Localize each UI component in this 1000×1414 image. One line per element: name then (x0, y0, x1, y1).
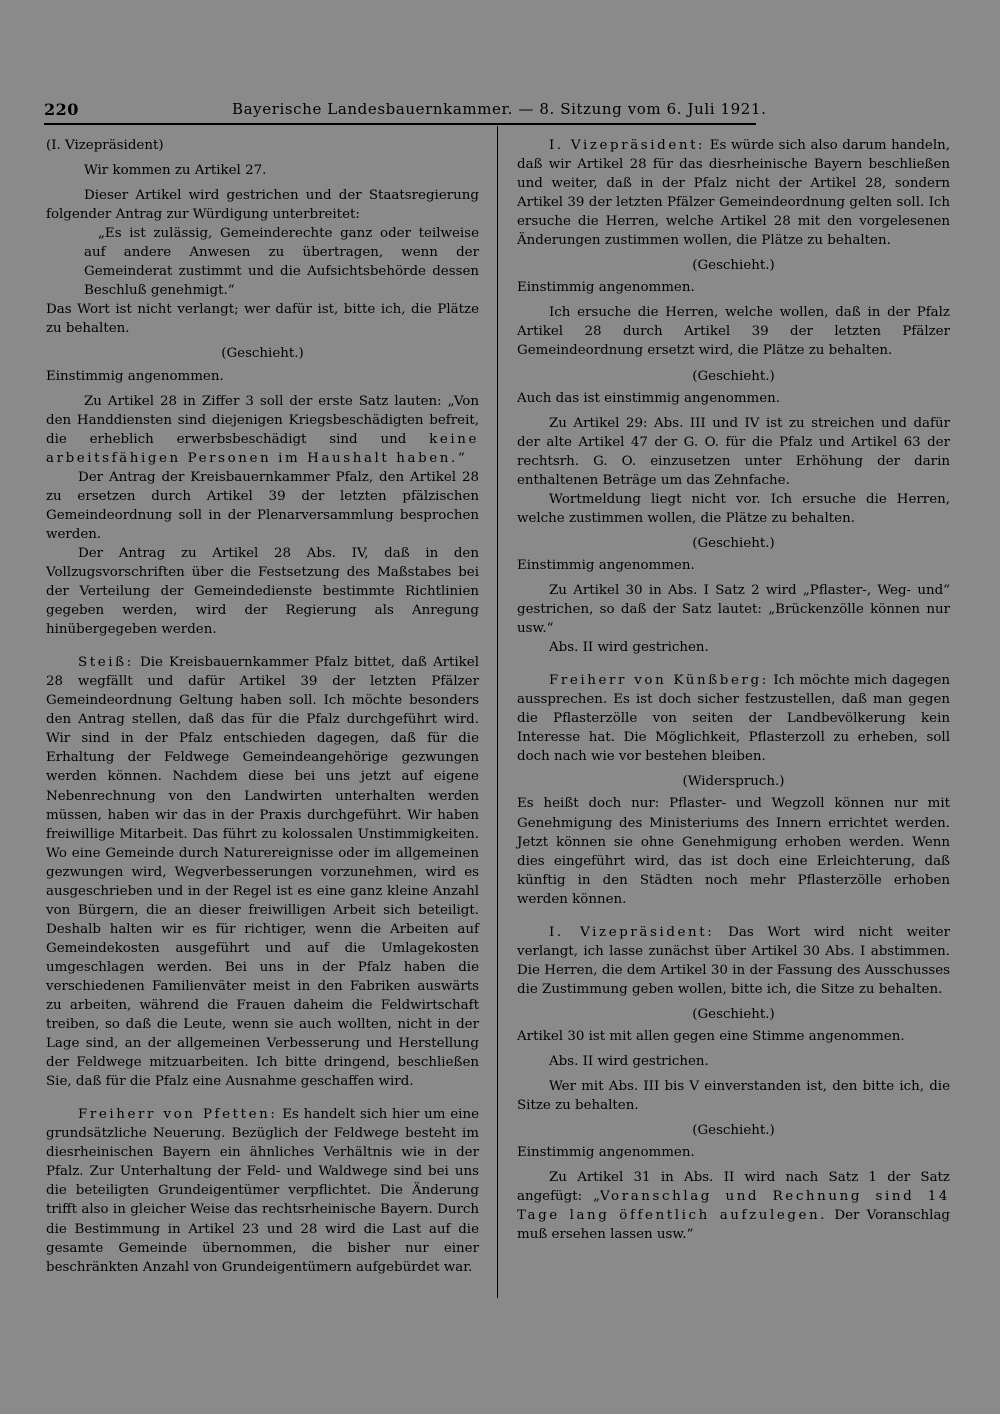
speech (46, 653, 479, 1091)
spaced-text: keine arbeitsfähigen Personen im Haushalt haben. (46, 431, 479, 466)
paragraph: Wortmeldung liegt nicht vor. Ich ersuche die Herren, welche zustimmen wollen, die Plätze zu behalten. (517, 491, 950, 526)
paragraph: Einstimmig angenommen. (517, 557, 695, 573)
paragraph: Es heißt doch nur: Pflaster- und Wegzoll können nur mit Genehmigung des Ministeriums des Innern errichtet werden. Jetzt können sie ohne Genehmigung erhoben werden. Wenn dies eingeführt wird, das ist doch eine Erleichterung, daß künftig in den Städten noch mehr Pflasterzölle erhoben werden können. (517, 796, 950, 907)
speech-text: Es handelt sich hier um eine grundsätzliche Neuerung. Bezüglich der Feldwege besteht im diesrheinischen Bayern ein ähnliches Verhältnis wie in der Pfalz. Zur Unterhaltung der Feld- und Waldwege sind bei uns die beteiligten Grundeigentümer verpflichtet. Die Änderung trifft also in gleicher Weise das rechtsrheinische Bayern. Durch die Bestimmung in Artikel 23 und 28 wird die Last auf die gesamte Gemeinde übernommen, die bisher nur einer beschränkten Anzahl von Grundeigentümern aufgebürdet war. (46, 1107, 479, 1275)
speech-text: Es würde sich also darum handeln, daß wir Artikel 28 für das diesrheinische Bayern beschließen und weiter, daß in der Pfalz nicht der Artikel 28, sondern Artikel 39 der letzten Pfälzer Gemeindeordnung gelten soll. Ich ersuche die Herren, welche Artikel 28 mit den vorgelesenen Änderungen zustimmen wollen, die Plätze zu behalten. (517, 138, 950, 249)
stage-note: (Geschieht.) (692, 368, 775, 384)
page-number: 220 (44, 100, 79, 119)
header-rule (44, 123, 756, 125)
speaker-name: Freiherr von Künßberg: (549, 673, 769, 689)
paragraph: Das Wort ist nicht verlangt; wer dafür ist, bitte ich, die Plätze zu behalten. (46, 302, 479, 337)
paragraph (517, 1168, 950, 1244)
paragraph: Abs. II wird gestrichen. (549, 640, 709, 656)
text: Zu Artikel 28 in Ziffer 3 soll der erste Satz lauten: „Von den Handdiensten sind diejenigen Kriegsbeschädigten befreit, die erheblich erwerbsbeschädigt sind und (46, 393, 479, 447)
paragraph: Der Antrag der Kreisbauernkammer Pfalz, den Artikel 28 zu ersetzen durch Artikel 39 der letzten pfälzischen Gemeindeordnung soll in der Plenarversammlung besprochen werden. (46, 469, 479, 542)
stage-note: (Geschieht.) (692, 535, 775, 551)
paragraph: Einstimmig angenommen. (517, 280, 695, 296)
stage-note: (Geschieht.) (692, 1006, 775, 1022)
text: “ (457, 450, 465, 466)
paragraph (46, 392, 479, 468)
paragraph: Abs. II wird gestrichen. (549, 1054, 709, 1070)
speech-text: Ich möchte mich dagegen aussprechen. Es ist doch sicher festzustellen, daß man gegen die Pflasterzölle von seiten der Landbevölkerung kein Interesse hat. Die Möglichkeit, Pflasterzoll zu erheben, soll doch nach wie vor bestehen bleiben. (517, 673, 950, 765)
speaker-name: Steiß: (78, 655, 134, 671)
page-header (44, 100, 767, 122)
speech (517, 671, 950, 766)
speech (517, 136, 950, 250)
speaker-name: I. Vizepräsident: (549, 138, 706, 153)
paragraph: Einstimmig angenommen. (46, 368, 224, 384)
stage-note: (Geschieht.) (692, 1123, 775, 1139)
paragraph: Ich ersuche die Herren, welche wollen, daß in der Pfalz Artikel 28 durch Artikel 39 der letzten Pfälzer Gemeindeordnung ersetzt wird, die Plätze zu behalten. (517, 305, 950, 359)
right-column (517, 136, 950, 1244)
paragraph: Zu Artikel 29: Abs. III und IV ist zu streichen und dafür der alte Artikel 47 der G. O. für die Pfalz und Artikel 63 der rechtsrh. G. O. einzusetzen unter Erhöhung der darin enthaltenen Beträge um das Zehnfache. (517, 415, 950, 488)
speaker-continuation: (I. Vizepräsident) (46, 138, 164, 153)
stage-note: (Geschieht.) (692, 258, 775, 274)
paragraph: Wer mit Abs. III bis V einverstanden ist, den bitte ich, die Sitze zu behalten. (517, 1079, 950, 1114)
paragraph: Wir kommen zu Artikel 27. (84, 163, 267, 179)
speech-text: Die Kreisbauernkammer Pfalz bittet, daß Artikel 28 wegfällt und dafür Artikel 39 der letzten Pfälzer Gemeindeordnung Geltung haben soll. Ich möchte besonders den Antrag stellen, daß das für die Pfalz durchgeführt wird. Wir sind in der Pfalz entschieden dagegen, daß für die Erhaltung der Feldwege Gemeindeangehörige gezwungen werden können. Nachdem diese bei uns jetzt auf eigene Nebenrechnung von den Landwirten unterhalten werden müssen, haben wir das in der Praxis durchgeführt. Wir haben freiwillige Mitarbeit. Das führt zu kolossalen Unstimmigkeiten. Wo eine Gemeinde durch Naturereignisse oder im allgemeinen gezwungen wird, Wegverbesserungen vorzunehmen, wird es ausgeschrieben und in der Regel ist es eine ganz kleine Anzahl von Bürgern, die an dieser freiwilligen Arbeit sich beteiligt. Deshalb halten wir es für richtiger, wenn die Arbeiten auf Gemeindekosten ausgeführt und auf die Umlagekosten umgeschlagen werden. Bei uns in der Pfalz haben die verschiedenen Familienväter meist in den Fabriken auswärts zu arbeiten, während die Frauen daheim die Feldwirtschaft treiben, so daß die Leute, wenn sie auch wollten, nicht in der Lage sind, an der allgemeinen Verbesserung und Herstellung der Feldwege mitzuarbeiten. Ich bitte dringend, beschließen Sie, daß für die Pfalz eine Ausnahme geschaffen wird. (46, 655, 479, 1090)
speech (517, 923, 950, 999)
paragraph: Artikel 30 ist mit allen gegen eine Stimme angenommen. (517, 1028, 905, 1044)
spaced-text: Voranschlag und Rechnung sind 14 Tage lang öffentlich aufzulegen. (517, 1189, 951, 1224)
stage-note: (Geschieht.) (221, 346, 304, 362)
text: Zu Artikel 31 in Abs. II wird nach Satz 1 der Satz angefügt: „ (517, 1170, 950, 1205)
speech-text: Das Wort wird nicht weiter verlangt, ich lasse zunächst über Artikel 30 Abs. I abstimmen. Die Herren, die dem Artikel 30 in der Fassung des Ausschusses die Zustimmung geben wollen, bitte ich, die Sitze zu behalten. (517, 924, 950, 997)
speaker-name: I. Vizepräsident: (549, 924, 715, 940)
paragraph: Zu Artikel 30 in Abs. I Satz 2 wird „Pflaster-, Weg- und“ gestrichen, so daß der Satz lautet: „Brückenzölle können nur usw.“ (517, 582, 950, 637)
text: Der Voranschlag muß ersehen lassen usw.“ (517, 1208, 950, 1243)
stage-note: (Widerspruch.) (682, 774, 785, 790)
paragraph: Auch das ist einstimmig angenommen. (517, 390, 781, 406)
speaker-name: Freiherr von Pfetten: (78, 1107, 278, 1123)
paragraph: Der Antrag zu Artikel 28 Abs. IV, daß in den Vollzugsvorschriften über die Festsetzung des Maßstabes bei der Verteilung der Gemeindedienste bestimmte Richtlinien gegeben werden, wird der Regierung als Anregung hinübergegeben werden. (46, 545, 479, 638)
paragraph: Dieser Artikel wird gestrichen und der Staatsregierung folgender Antrag zur Würdigung unterbreitet: (46, 188, 479, 223)
column-rule (497, 126, 498, 1298)
paragraph: Einstimmig angenommen. (517, 1145, 695, 1161)
speech (46, 1105, 479, 1276)
quotation: „Es ist zulässig, Gemeinderechte ganz oder teilweise auf andere Anwesen zu übertragen, wenn der Gemeinderat zustimmt und die Aufsichtsbehörde dessen Beschluß genehmigt.“ (84, 226, 479, 299)
left-column (46, 136, 479, 1277)
running-title: Bayerische Landesbauernkammer. — 8. Sitzung vom 6. Juli 1921. (232, 100, 767, 118)
